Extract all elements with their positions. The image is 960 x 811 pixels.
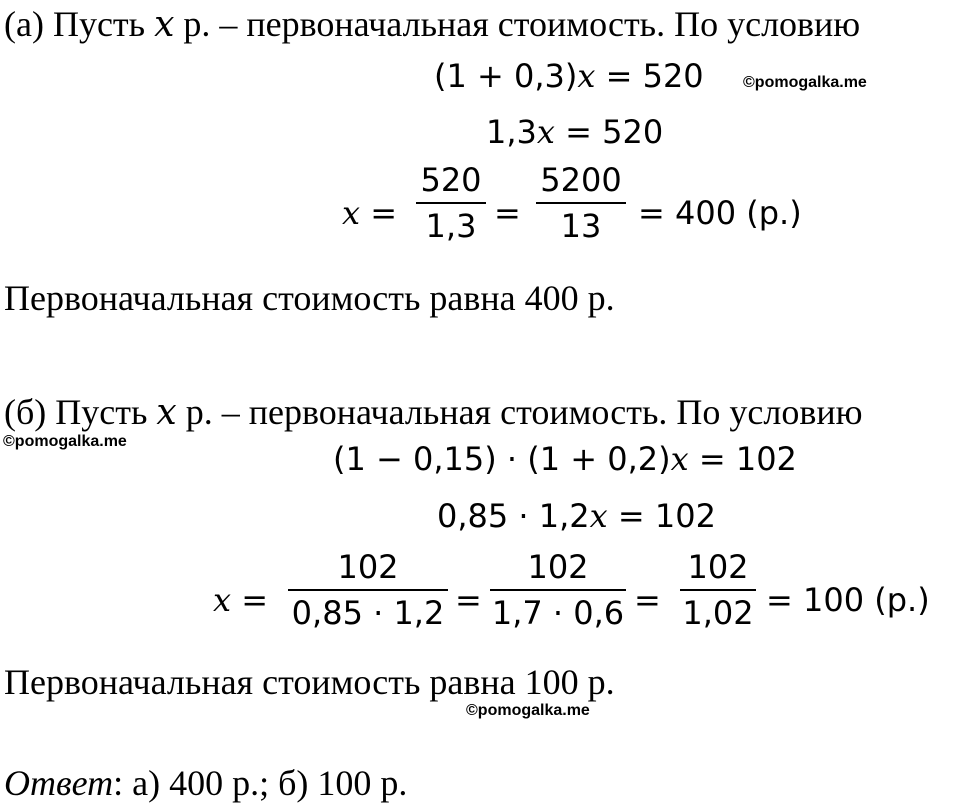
part-a-intro — [4, 6, 860, 43]
part-b-eq3-equals: = — [231, 581, 269, 619]
fraction-bar — [536, 202, 626, 204]
part-b-frac1-numerator: 102 — [337, 548, 399, 586]
part-a-eq3-var: x — [342, 194, 361, 232]
part-a-eq1-lhs: (1 + 0,3) — [434, 57, 578, 95]
part-a-eq2-rhs: = 520 — [554, 113, 664, 151]
fraction-bar — [416, 202, 486, 204]
part-a-eq1-rhs: = 520 — [595, 57, 704, 95]
part-a-eq3-lhs — [342, 194, 398, 232]
part-b-fraction-1 — [288, 548, 448, 632]
watermark-3: ©pomogalka.me — [466, 702, 590, 719]
part-a-frac2-numerator: 5200 — [540, 161, 622, 199]
fraction-bar — [288, 589, 448, 591]
part-b-eq1-var: x — [670, 440, 689, 478]
part-b-frac2-numerator: 102 — [527, 548, 589, 586]
part-b-eq1-lhs: (1 − 0,15) · (1 + 0,2) — [333, 440, 671, 478]
part-a-eq2-lhs: 1,3 — [486, 113, 537, 151]
part-a-conclusion: Первоначальная стоимость равна 400 р. — [4, 278, 615, 318]
part-b-equation-1 — [333, 440, 797, 478]
watermark-2: ©pomogalka.me — [3, 433, 127, 450]
part-b-eq1-rhs: = 102 — [688, 440, 797, 478]
part-b-frac1-denominator: 0,85 · 1,2 — [291, 594, 445, 632]
part-b-eq2-rhs: = 102 — [607, 497, 716, 535]
part-a-frac1-numerator: 520 — [420, 161, 482, 199]
part-a-equation-1 — [434, 57, 704, 95]
answer-text: : а) 400 р.; б) 100 р. — [113, 763, 408, 803]
part-a-eq3-result: = 400 (р.) — [638, 194, 802, 232]
part-b-eq3-var: x — [213, 581, 232, 619]
part-a-frac1-denominator: 1,3 — [425, 207, 477, 245]
part-b-conclusion: Первоначальная стоимость равна 100 р. — [4, 662, 615, 702]
answer-label: Ответ — [4, 763, 114, 803]
part-b-eq3-result: = 100 (р.) — [766, 581, 930, 619]
part-b-intro-end: р. – первоначальная стоимость. По условию — [176, 392, 863, 432]
watermark-1: ©pomogalka.me — [743, 74, 867, 91]
part-a-intro-start: (а) Пусть — [4, 4, 155, 44]
part-b-frac3-numerator: 102 — [687, 548, 749, 586]
part-b-variable: x — [156, 392, 177, 433]
part-a-eq2-var: x — [536, 113, 555, 151]
part-b-eq3-lhs — [213, 581, 269, 619]
part-b-intro-start: (б) Пусть — [4, 392, 157, 432]
answer-line — [4, 765, 407, 801]
part-b-eq3-equals-2: = — [455, 581, 482, 619]
part-b-eq3-equals-3: = — [634, 581, 661, 619]
part-a-eq3-equals: = — [360, 194, 398, 232]
fraction-bar — [490, 589, 626, 591]
part-b-fraction-3 — [680, 548, 756, 632]
part-b-frac2-denominator: 1,7 · 0,6 — [491, 594, 625, 632]
part-a-frac2-denominator: 13 — [560, 207, 602, 245]
part-a-intro-end: р. – первоначальная стоимость. По условию — [174, 4, 861, 44]
part-b-eq2-lhs: 0,85 · 1,2 — [437, 497, 590, 535]
part-b-eq2-var: x — [589, 497, 608, 535]
part-a-variable: x — [154, 4, 175, 45]
part-a-eq1-var: x — [577, 57, 596, 95]
part-a-equation-2 — [486, 113, 664, 151]
part-a-eq3-equals-2: = — [494, 194, 521, 232]
part-a-fraction-2 — [536, 161, 626, 245]
part-b-fraction-2 — [490, 548, 626, 632]
part-b-intro — [4, 394, 863, 431]
fraction-bar — [680, 589, 756, 591]
part-b-frac3-denominator: 1,02 — [682, 594, 754, 632]
part-a-fraction-1 — [416, 161, 486, 245]
part-b-equation-2 — [437, 497, 716, 535]
